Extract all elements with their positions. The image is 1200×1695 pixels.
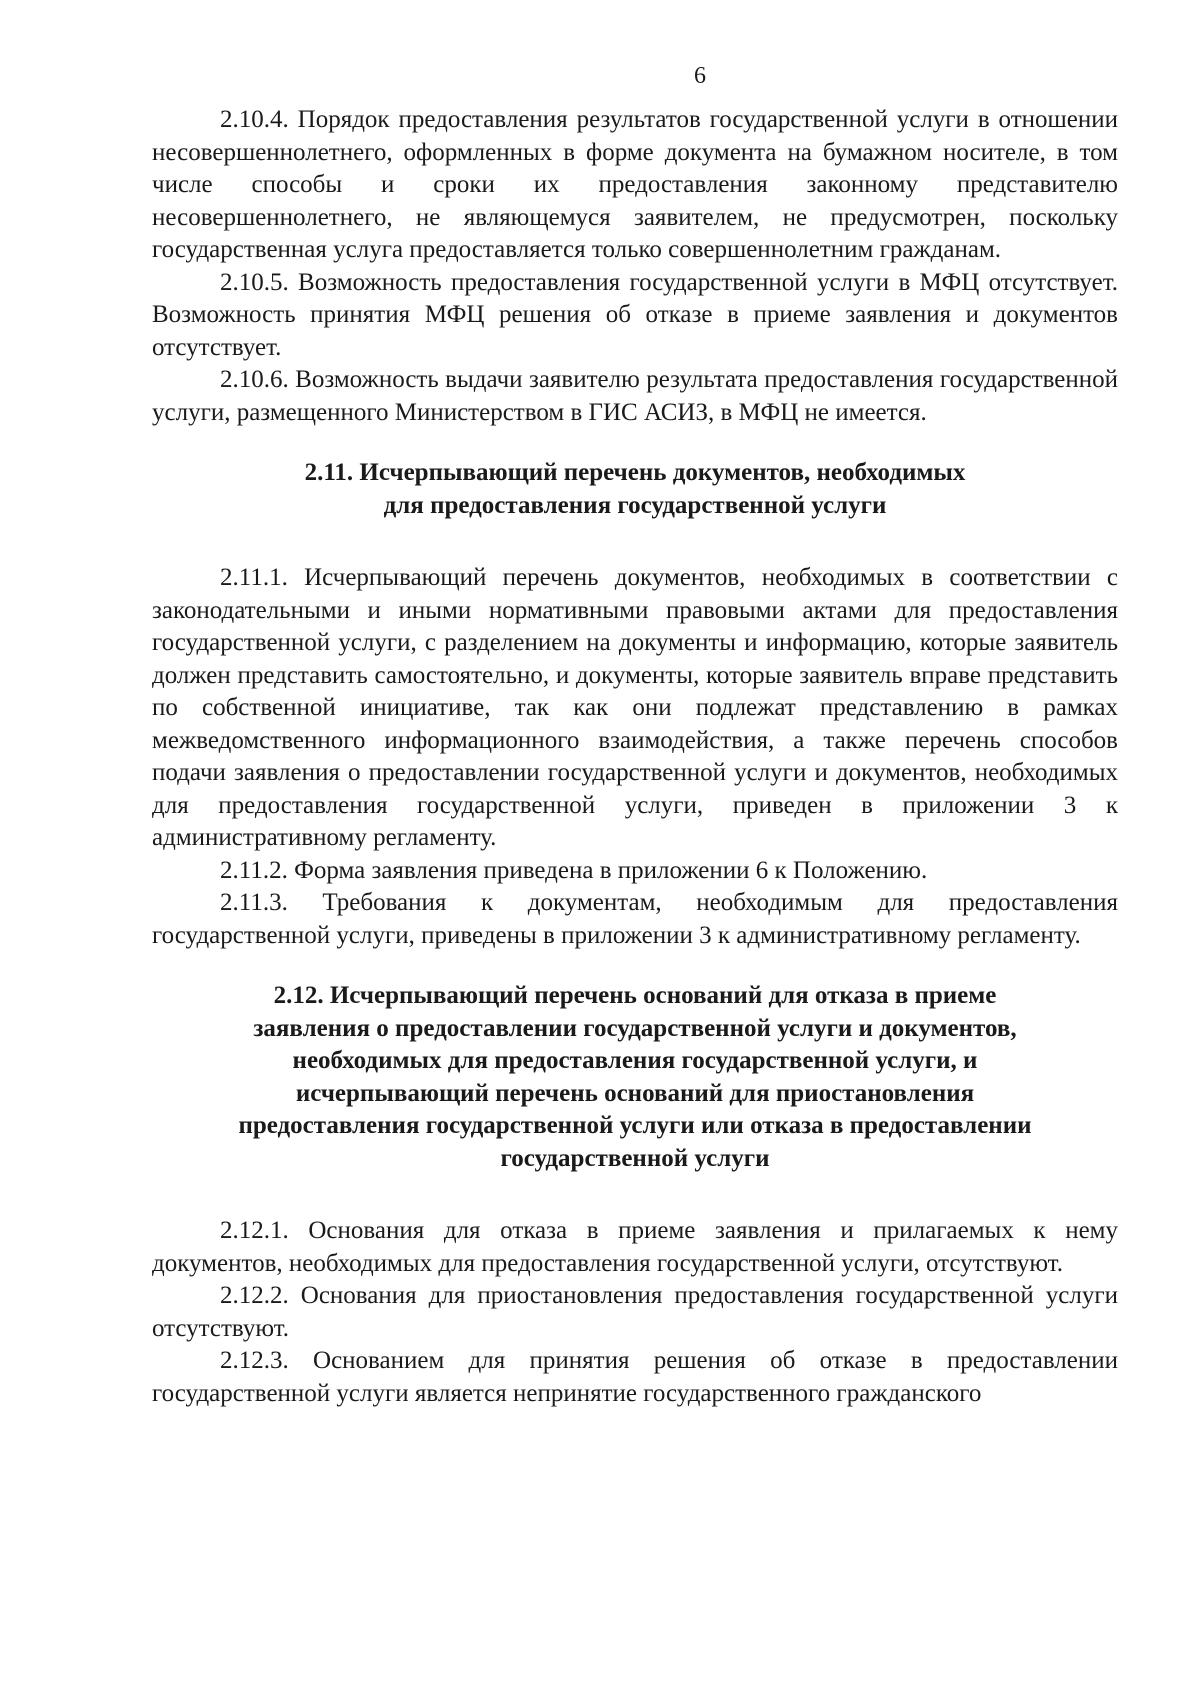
section-heading-2-12 <box>152 980 1118 1175</box>
heading-line: предоставления государственной услуги или отказа в предоставлении <box>238 1112 1032 1139</box>
paragraph-2-11-3: 2.11.3. Требования к документам, необходимым для предоставления государственной услуги, приведены в приложении 3 к административному регламенту. <box>152 889 1118 949</box>
heading-line: для предоставления государственной услуги <box>383 491 887 519</box>
paragraph-2-10-6: 2.10.6. Возможность выдачи заявителю результата предоставления государственной услуги, размещенного Министерством в ГИС АСИЗ, в МФЦ не имеется. <box>152 366 1118 426</box>
paragraph-2-11-2: 2.11.2. Форма заявления приведена в приложении 6 к Положению. <box>220 856 928 884</box>
paragraph-2-11-1: 2.11.1. Исчерпывающий перечень документов, необходимых в соответствии с законодательными и иными нормативными правовыми актами для предоставления государственной услуги, с разделением на документы и информацию, которые заявитель должен представить самостоятельно, и документы, которые заявитель вправе представить по собственной инициативе, так как они подлежат представлению в рамках межведомственного информационного взаимодействия, а также перечень способов подачи заявления о предоставлении государственной услуги и документов, необходимых для предоставления государственной услуги, приведен в приложении 3 к административному регламенту. <box>152 564 1118 851</box>
section-heading-2-11 <box>152 457 1118 522</box>
page-number: 6 <box>694 63 706 89</box>
paragraph-2-10-4: 2.10.4. Порядок предоставления результатов государственной услуги в отношении несовершеннолетнего, оформленных в форме документа на бумажном носителе, в том числе способы и сроки их предоставления законному представителю несовершеннолетнего, не являющемуся заявителем, не предусмотрен, поскольку государственная услуга предоставляется только совершеннолетним гражданам. <box>152 106 1118 263</box>
heading-line: государственной услуги <box>500 1144 770 1172</box>
heading-line: исчерпывающий перечень оснований для приостановления <box>295 1079 975 1107</box>
paragraph-2-10-5: 2.10.5. Возможность предоставления государственной услуги в МФЦ отсутствует. Возможность принятия МФЦ решения об отказе в приеме заявления и документов отсутствует. <box>152 268 1118 361</box>
heading-line: необходимых для предоставления государственной услуги, и <box>292 1047 978 1074</box>
paragraph-2-12-1: 2.12.1. Основания для отказа в приеме заявления и прилагаемых к нему документов, необходимых для предоставления государственной услуги, отсутствуют. <box>152 1217 1118 1277</box>
heading-line: 2.12. Исчерпывающий перечень оснований для отказа в приеме <box>273 982 997 1009</box>
document-page <box>152 60 1118 1410</box>
heading-line: 2.11. Исчерпывающий перечень документов, необходимых <box>304 459 966 486</box>
heading-line: заявления о предоставлении государственной услуги и документов, <box>253 1014 1017 1042</box>
paragraph-2-12-2: 2.12.2. Основания для приостановления предоставления государственной услуги отсутствуют. <box>152 1282 1118 1342</box>
paragraph-2-12-3: 2.12.3. Основанием для принятия решения об отказе в предоставлении государственной услуги является непринятие государственного гражданского <box>152 1347 1118 1407</box>
